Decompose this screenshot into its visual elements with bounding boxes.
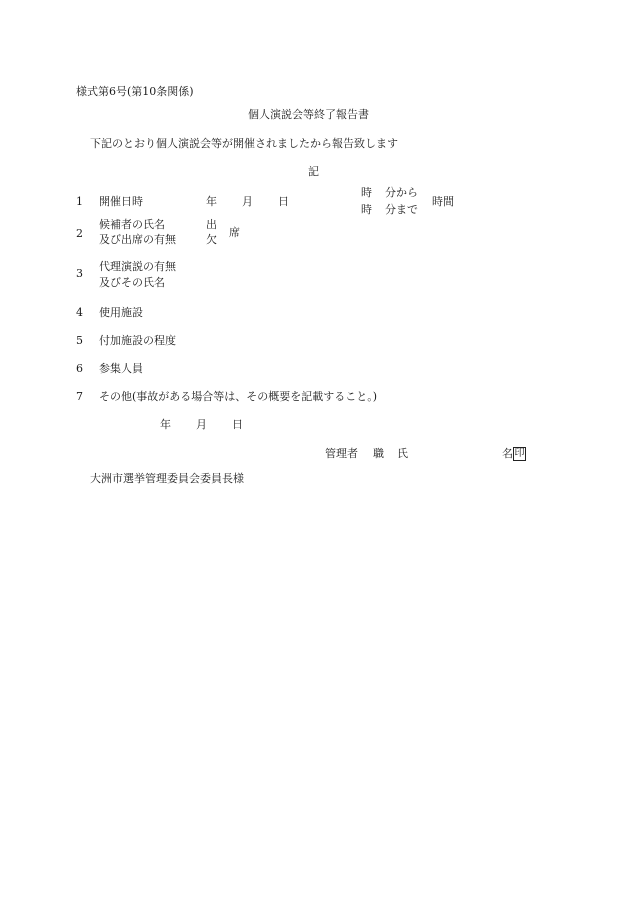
seal-box: 印 [514, 448, 525, 459]
date-month: 月 [196, 418, 207, 431]
form-number: 様式第6号(第10条関係) [76, 85, 194, 98]
date-day: 日 [232, 418, 243, 431]
item-1-day: 日 [278, 195, 289, 208]
item-1-number: 1 [76, 195, 83, 208]
item-2-seki: 席 [229, 226, 240, 239]
item-2-number: 2 [76, 227, 83, 240]
item-1-hour-start: 時 [361, 186, 372, 199]
item-5-label: 付加施設の程度 [99, 334, 176, 347]
item-7-label: その他(事故がある場合等は、その概要を記載すること。) [99, 390, 378, 403]
item-1-minute-from: 分から [385, 186, 418, 199]
item-3-label-line2: 及びその氏名 [99, 276, 165, 289]
item-4-label: 使用施設 [99, 306, 143, 319]
manager-label: 管理者 [325, 447, 358, 460]
intro-text: 下記のとおり個人演説会等が開催されましたから報告致します [90, 137, 398, 150]
ki-heading: 記 [308, 165, 319, 178]
item-5-number: 5 [76, 334, 83, 347]
manager-mei: 名 [502, 447, 513, 460]
manager-name: 氏 [397, 447, 408, 460]
item-2-ketsu: 欠 [206, 233, 217, 246]
date-year: 年 [160, 418, 171, 431]
item-1-minute-to: 分まで [385, 203, 418, 216]
item-7-number: 7 [76, 390, 83, 403]
document-title: 個人演説会等終了報告書 [248, 108, 369, 121]
item-2-label-line2: 及び出席の有無 [99, 233, 176, 246]
item-4-number: 4 [76, 306, 83, 319]
manager-post: 職 [373, 447, 384, 460]
item-1-month: 月 [242, 195, 253, 208]
item-1-hour-end: 時 [361, 203, 372, 216]
item-3-label-line1: 代理演説の有無 [99, 260, 176, 273]
item-3-number: 3 [76, 267, 83, 280]
item-1-duration: 時間 [432, 195, 454, 208]
item-6-label: 参集人員 [99, 362, 143, 375]
item-6-number: 6 [76, 362, 83, 375]
item-2-label-line1: 候補者の氏名 [99, 218, 165, 231]
addressee: 大洲市選挙管理委員会委員長様 [90, 472, 244, 485]
item-1-year: 年 [206, 195, 217, 208]
item-1-label: 開催日時 [99, 195, 143, 208]
item-2-shutsu: 出 [206, 218, 217, 231]
